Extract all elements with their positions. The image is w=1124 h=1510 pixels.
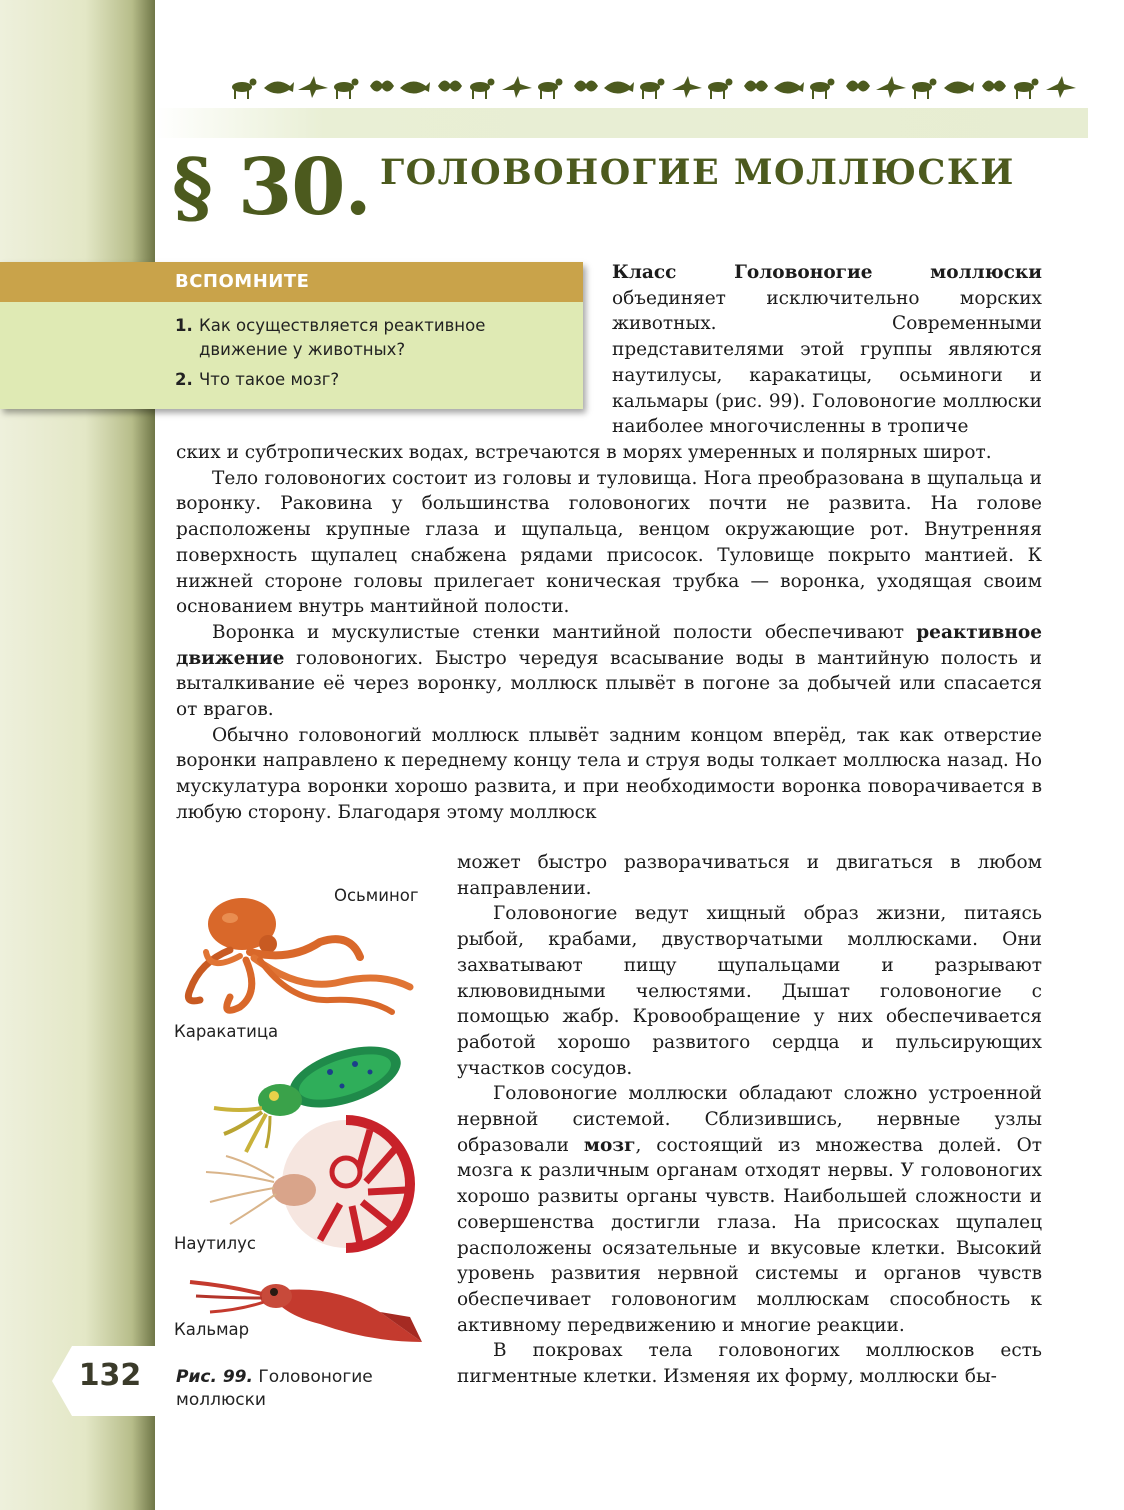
label-cuttlefish: Каракатица — [174, 1022, 279, 1041]
page-margin-sidebar — [0, 0, 155, 1510]
recall-heading: ВСПОМНИТЕ — [0, 262, 583, 302]
intro-paragraph — [612, 260, 1042, 440]
header-band — [155, 108, 1088, 138]
p5-text-after: , состоящий из множества долей. От мозга к различным органам отходят нервы. У головоногих хорошо развиты органы чувств. Наибольшей сложности и совершенства достигли глаза. На присосках щупалец расположены осязательные и вкусовые клетки. Высокий уровень развития нервной системы и органов чувств обеспечивает головоногим моллюскам способность к активному передвижению и многие реакции. — [457, 1134, 1042, 1336]
intro-continuation: ских и субтропических водах, встречаются в морях умеренных и полярных широт. — [176, 442, 992, 463]
p5-text-before: Головоногие моллюски обладают сложно устроенной нервной системой. Сблизившись, нервные узлы образовали — [457, 1083, 1042, 1156]
label-squid: Кальмар — [174, 1320, 250, 1339]
term-jet-propulsion: реактивное движение — [176, 621, 1042, 669]
recall-item — [175, 314, 569, 362]
recall-item-number: 2. — [175, 370, 193, 389]
cephalopod-illustrations — [170, 872, 442, 1372]
figure-99-cephalopods — [170, 872, 442, 1372]
main-text-full — [176, 440, 1042, 826]
recall-item-text: Что такое мозг? — [199, 370, 340, 389]
label-nautilus: Наутилус — [174, 1234, 257, 1253]
figure-caption — [176, 1366, 456, 1412]
recall-box — [0, 262, 583, 409]
main-text-narrow — [457, 850, 1042, 1390]
page-number: 132 — [78, 1358, 142, 1393]
recall-list — [0, 302, 583, 392]
intro-column-text: объединяет исключительно морских животных. Современными представителями этой группы являются наутилусы, каракатицы, осьминоги и кальмары (рис. 99). Головоногие моллюски наиболее многочисленны в тропиче — [612, 287, 1042, 438]
label-octopus: Осьминог — [334, 886, 419, 905]
p2-text-before: Воронка и мускулистые стенки мантийной полости обеспечивают — [212, 621, 917, 643]
intro-bold-term: Класс Головоногие моллюски — [612, 262, 1042, 283]
recall-item — [175, 368, 569, 392]
caption-text: Головоногие моллюски — [176, 1367, 373, 1410]
p2-text-after: головоногих. Быстро чередуя всасывание воды в мантийную полость и выталкивание её через воронку, моллюск плывёт в погоне за добычей или спасается от врагов. — [176, 647, 1042, 721]
term-brain: мозг — [583, 1134, 636, 1156]
recall-item-text: Как осуществляется реактивное движение у животных? — [199, 316, 486, 359]
caption-label: Рис. 99. — [176, 1367, 253, 1387]
page-title: ГОЛОВОНОГИЕ МОЛЛЮСКИ — [380, 152, 1015, 193]
section-number: § 30. — [172, 142, 371, 233]
paragraph-jet-propulsion — [176, 620, 1042, 723]
paragraph-swimming: Обычно головоногий моллюск плывёт задним концом вперёд, так как отверстие воронки направлено к переднему концу тела и струя воды толкает моллюска назад. Но мускулатура воронки хорошо развита, и при необходимости воронка поворачивается в любую сторону. Благодаря этому моллюск — [176, 724, 1042, 823]
paragraph-nervous-system — [457, 1081, 1042, 1338]
recall-item-number: 1. — [175, 316, 193, 335]
octopus-illustration — [188, 898, 410, 1012]
paragraph-swimming-continuation: может быстро разворачиваться и двигаться в любом направлении. — [457, 852, 1042, 899]
paragraph-predation: Головоногие ведут хищный образ жизни, питаясь рыбой, крабами, двустворчатыми моллюсками. Они захватывают пищу щупальцами и разрывают клювовидными челюстями. Дышат головоногие с помощью жабр. Кровообращение у них обеспечивается работой хорошо развитого сердца и пульсирующих участков сосудов. — [457, 903, 1042, 1079]
intro-column — [612, 260, 1042, 440]
paragraph-pigment: В покровах тела головоногих моллюсков есть пигментные клетки. Изменяя их форму, моллюски бы- — [457, 1340, 1042, 1388]
animal-silhouettes-strip — [228, 70, 1086, 104]
nautilus-illustration — [206, 1120, 410, 1248]
paragraph-body-structure: Тело головоногих состоит из головы и туловища. Нога преобразована в щупальца и воронку. Раковина у большинства головоногих почти не развита. На голове расположены крупные глаза и щупальца, венцом окружающие рот. Внутренняя поверхность щупалец снабжена рядами присосок. Туловище покрыто мантией. К нижней стороне головы прилегает коническая трубка — воронка, уходящая своим основанием внутрь мантийной полости. — [176, 467, 1042, 618]
